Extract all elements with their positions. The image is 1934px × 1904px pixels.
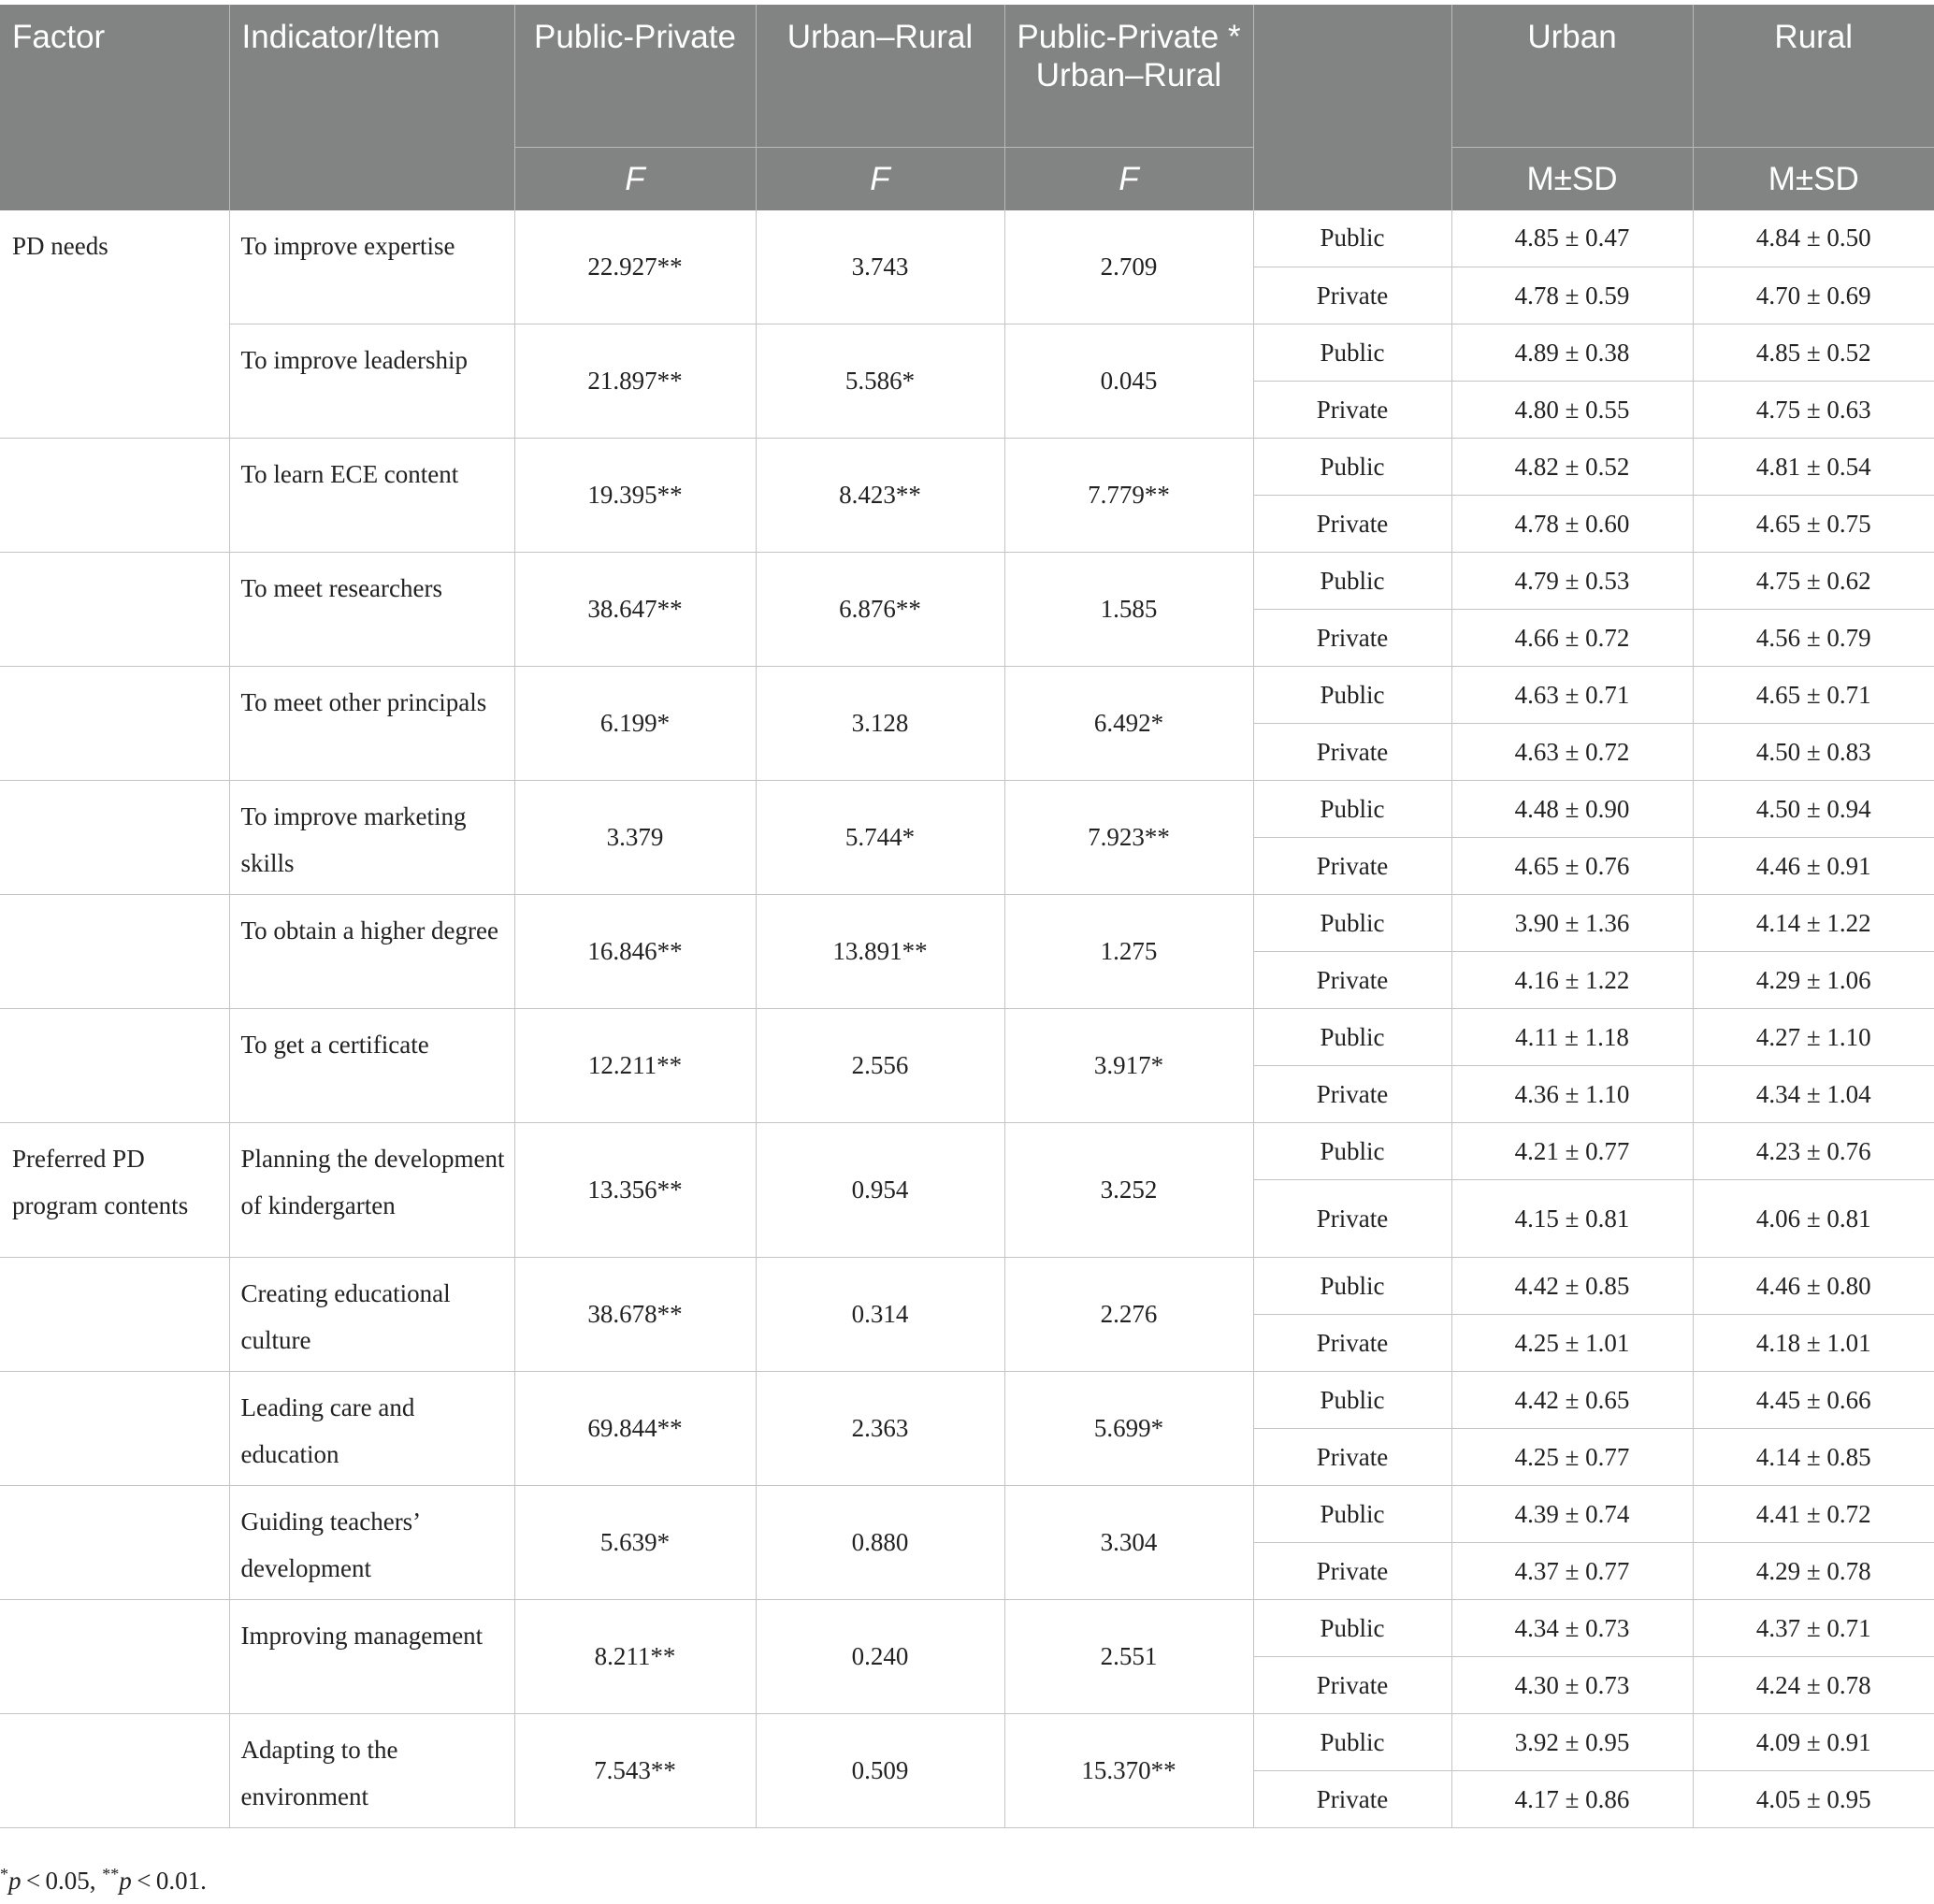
urban-msd-public: 4.11 ± 1.18 [1451, 1009, 1693, 1066]
rural-msd-private: 4.29 ± 0.78 [1693, 1543, 1934, 1600]
urban-msd-public: 4.21 ± 0.77 [1451, 1123, 1693, 1180]
rural-msd-public: 4.75 ± 0.62 [1693, 553, 1934, 610]
f-public-private-cell: 13.356** [514, 1123, 756, 1258]
footnote-text-2: < 0.01. [131, 1867, 207, 1895]
group-label-private: Private [1253, 382, 1451, 439]
rural-msd-public: 4.41 ± 0.72 [1693, 1486, 1934, 1543]
rural-msd-private: 4.65 ± 0.75 [1693, 496, 1934, 553]
factor-cell [0, 1009, 229, 1123]
urban-msd-private: 4.65 ± 0.76 [1451, 838, 1693, 895]
header-f-interaction: F [1004, 147, 1253, 210]
f-interaction-cell: 1.585 [1004, 553, 1253, 667]
header-urban: Urban [1451, 5, 1693, 147]
urban-msd-private: 4.63 ± 0.72 [1451, 724, 1693, 781]
header-msd-rural: M±SD [1693, 147, 1934, 210]
results-table [0, 5, 1934, 1828]
table-row [0, 1258, 1934, 1315]
urban-msd-public: 3.90 ± 1.36 [1451, 895, 1693, 952]
rural-msd-public: 4.84 ± 0.50 [1693, 210, 1934, 267]
f-interaction-cell: 3.917* [1004, 1009, 1253, 1123]
f-public-private-cell: 16.846** [514, 895, 756, 1009]
header-urban-rural: Urban–Rural [756, 5, 1004, 147]
table-row [0, 1372, 1934, 1429]
f-urban-rural-cell: 0.954 [756, 1123, 1004, 1258]
table-row [0, 1714, 1934, 1771]
f-urban-rural-cell: 8.423** [756, 439, 1004, 553]
urban-msd-private: 4.16 ± 1.22 [1451, 952, 1693, 1009]
rural-msd-private: 4.75 ± 0.63 [1693, 382, 1934, 439]
group-label-private: Private [1253, 724, 1451, 781]
urban-msd-public: 4.82 ± 0.52 [1451, 439, 1693, 496]
item-cell: To improve leadership [229, 325, 514, 439]
header-group-blank [1253, 5, 1451, 210]
factor-cell: Preferred PD program contents [0, 1123, 229, 1258]
group-label-private: Private [1253, 610, 1451, 667]
rural-msd-public: 4.65 ± 0.71 [1693, 667, 1934, 724]
factor-cell [0, 553, 229, 667]
f-public-private-cell: 7.543** [514, 1714, 756, 1828]
header-msd-urban: M±SD [1451, 147, 1693, 210]
rural-msd-public: 4.81 ± 0.54 [1693, 439, 1934, 496]
header-public-private: Public-Private [514, 5, 756, 147]
f-public-private-cell: 6.199* [514, 667, 756, 781]
factor-cell [0, 1600, 229, 1714]
urban-msd-private: 4.37 ± 0.77 [1451, 1543, 1693, 1600]
f-urban-rural-cell: 2.556 [756, 1009, 1004, 1123]
factor-cell [0, 781, 229, 895]
f-interaction-cell: 5.699* [1004, 1372, 1253, 1486]
group-label-private: Private [1253, 1315, 1451, 1372]
factor-cell [0, 667, 229, 781]
rural-msd-public: 4.37 ± 0.71 [1693, 1600, 1934, 1657]
rural-msd-private: 4.06 ± 0.81 [1693, 1180, 1934, 1258]
item-cell: Adapting to the environment [229, 1714, 514, 1828]
f-public-private-cell: 3.379 [514, 781, 756, 895]
rural-msd-public: 4.85 ± 0.52 [1693, 325, 1934, 382]
f-public-private-cell: 38.647** [514, 553, 756, 667]
f-interaction-cell: 3.252 [1004, 1123, 1253, 1258]
group-label-public: Public [1253, 1600, 1451, 1657]
f-public-private-cell: 38.678** [514, 1258, 756, 1372]
item-cell: Improving management [229, 1600, 514, 1714]
rural-msd-public: 4.50 ± 0.94 [1693, 781, 1934, 838]
header-f-urban-rural: F [756, 147, 1004, 210]
f-interaction-cell: 3.304 [1004, 1486, 1253, 1600]
footnote-p-2: p [119, 1867, 132, 1895]
group-label-public: Public [1253, 781, 1451, 838]
header-factor: Factor [0, 5, 229, 210]
group-label-private: Private [1253, 496, 1451, 553]
urban-msd-public: 4.85 ± 0.47 [1451, 210, 1693, 267]
factor-cell [0, 1258, 229, 1372]
urban-msd-public: 3.92 ± 0.95 [1451, 1714, 1693, 1771]
f-urban-rural-cell: 3.128 [756, 667, 1004, 781]
urban-msd-public: 4.39 ± 0.74 [1451, 1486, 1693, 1543]
group-label-public: Public [1253, 1123, 1451, 1180]
group-label-public: Public [1253, 325, 1451, 382]
rural-msd-private: 4.29 ± 1.06 [1693, 952, 1934, 1009]
urban-msd-private: 4.15 ± 0.81 [1451, 1180, 1693, 1258]
rural-msd-private: 4.50 ± 0.83 [1693, 724, 1934, 781]
rural-msd-public: 4.23 ± 0.76 [1693, 1123, 1934, 1180]
f-interaction-cell: 15.370** [1004, 1714, 1253, 1828]
footnote-star-1: * [0, 1865, 8, 1883]
group-label-public: Public [1253, 1372, 1451, 1429]
rural-msd-public: 4.46 ± 0.80 [1693, 1258, 1934, 1315]
table-row [0, 895, 1934, 952]
f-urban-rural-cell: 13.891** [756, 895, 1004, 1009]
table-row [0, 439, 1934, 496]
urban-msd-public: 4.48 ± 0.90 [1451, 781, 1693, 838]
rural-msd-public: 4.27 ± 1.10 [1693, 1009, 1934, 1066]
item-cell: To get a certificate [229, 1009, 514, 1123]
group-label-public: Public [1253, 1714, 1451, 1771]
item-cell: To improve marketing skills [229, 781, 514, 895]
table-row [0, 210, 1934, 267]
rural-msd-private: 4.05 ± 0.95 [1693, 1771, 1934, 1828]
footnote-star-2: ** [102, 1865, 120, 1883]
rural-msd-private: 4.56 ± 0.79 [1693, 610, 1934, 667]
rural-msd-public: 4.45 ± 0.66 [1693, 1372, 1934, 1429]
group-label-private: Private [1253, 838, 1451, 895]
group-label-private: Private [1253, 1429, 1451, 1486]
table-row [0, 1123, 1934, 1180]
f-urban-rural-cell: 0.880 [756, 1486, 1004, 1600]
f-public-private-cell: 69.844** [514, 1372, 756, 1486]
urban-msd-public: 4.79 ± 0.53 [1451, 553, 1693, 610]
group-label-public: Public [1253, 1009, 1451, 1066]
item-cell: Guiding teachers’ development [229, 1486, 514, 1600]
urban-msd-public: 4.34 ± 0.73 [1451, 1600, 1693, 1657]
factor-cell [0, 1714, 229, 1828]
group-label-public: Public [1253, 1486, 1451, 1543]
rural-msd-private: 4.24 ± 0.78 [1693, 1657, 1934, 1714]
item-cell: Leading care and education [229, 1372, 514, 1486]
group-label-private: Private [1253, 1066, 1451, 1123]
rural-msd-private: 4.46 ± 0.91 [1693, 838, 1934, 895]
factor-cell [0, 895, 229, 1009]
rural-msd-private: 4.18 ± 1.01 [1693, 1315, 1934, 1372]
f-interaction-cell: 0.045 [1004, 325, 1253, 439]
f-urban-rural-cell: 5.586* [756, 325, 1004, 439]
f-interaction-cell: 7.779** [1004, 439, 1253, 553]
rural-msd-private: 4.70 ± 0.69 [1693, 267, 1934, 325]
header-interaction: Public-Private * Urban–Rural [1004, 5, 1253, 147]
f-urban-rural-cell: 6.876** [756, 553, 1004, 667]
urban-msd-public: 4.63 ± 0.71 [1451, 667, 1693, 724]
group-label-public: Public [1253, 553, 1451, 610]
rural-msd-private: 4.14 ± 0.85 [1693, 1429, 1934, 1486]
table-row [0, 667, 1934, 724]
rural-msd-private: 4.34 ± 1.04 [1693, 1066, 1934, 1123]
group-label-private: Private [1253, 952, 1451, 1009]
f-public-private-cell: 19.395** [514, 439, 756, 553]
urban-msd-private: 4.66 ± 0.72 [1451, 610, 1693, 667]
urban-msd-private: 4.80 ± 0.55 [1451, 382, 1693, 439]
f-interaction-cell: 2.709 [1004, 210, 1253, 325]
table-body [0, 210, 1934, 1828]
footnote-text-1: < 0.05, [21, 1867, 103, 1895]
table-row [0, 781, 1934, 838]
group-label-public: Public [1253, 895, 1451, 952]
factor-cell: PD needs [0, 210, 229, 439]
footnote [0, 1867, 207, 1896]
urban-msd-public: 4.42 ± 0.85 [1451, 1258, 1693, 1315]
rural-msd-public: 4.09 ± 0.91 [1693, 1714, 1934, 1771]
group-label-private: Private [1253, 1657, 1451, 1714]
urban-msd-private: 4.25 ± 0.77 [1451, 1429, 1693, 1486]
table-header [0, 5, 1934, 210]
item-cell: To meet other principals [229, 667, 514, 781]
f-urban-rural-cell: 0.509 [756, 1714, 1004, 1828]
urban-msd-public: 4.42 ± 0.65 [1451, 1372, 1693, 1429]
f-interaction-cell: 6.492* [1004, 667, 1253, 781]
f-public-private-cell: 12.211** [514, 1009, 756, 1123]
f-public-private-cell: 22.927** [514, 210, 756, 325]
urban-msd-private: 4.17 ± 0.86 [1451, 1771, 1693, 1828]
item-cell: To improve expertise [229, 210, 514, 325]
f-urban-rural-cell: 0.240 [756, 1600, 1004, 1714]
f-interaction-cell: 2.276 [1004, 1258, 1253, 1372]
item-cell: To learn ECE content [229, 439, 514, 553]
factor-cell [0, 439, 229, 553]
header-f-public-private: F [514, 147, 756, 210]
group-label-private: Private [1253, 267, 1451, 325]
f-public-private-cell: 8.211** [514, 1600, 756, 1714]
f-public-private-cell: 21.897** [514, 325, 756, 439]
urban-msd-private: 4.78 ± 0.59 [1451, 267, 1693, 325]
f-interaction-cell: 7.923** [1004, 781, 1253, 895]
header-rural: Rural [1693, 5, 1934, 147]
group-label-public: Public [1253, 439, 1451, 496]
group-label-private: Private [1253, 1180, 1451, 1258]
f-interaction-cell: 2.551 [1004, 1600, 1253, 1714]
table-row [0, 1600, 1934, 1657]
group-label-private: Private [1253, 1543, 1451, 1600]
group-label-public: Public [1253, 1258, 1451, 1315]
footnote-p-1: p [8, 1867, 22, 1895]
f-urban-rural-cell: 0.314 [756, 1258, 1004, 1372]
urban-msd-private: 4.30 ± 0.73 [1451, 1657, 1693, 1714]
urban-msd-private: 4.25 ± 1.01 [1451, 1315, 1693, 1372]
f-urban-rural-cell: 5.744* [756, 781, 1004, 895]
urban-msd-public: 4.89 ± 0.38 [1451, 325, 1693, 382]
table-row [0, 325, 1934, 382]
factor-cell [0, 1486, 229, 1600]
item-cell: Planning the development of kindergarten [229, 1123, 514, 1258]
rural-msd-public: 4.14 ± 1.22 [1693, 895, 1934, 952]
f-urban-rural-cell: 3.743 [756, 210, 1004, 325]
table-row [0, 553, 1934, 610]
factor-cell [0, 1372, 229, 1486]
f-public-private-cell: 5.639* [514, 1486, 756, 1600]
header-indicator: Indicator/Item [229, 5, 514, 210]
urban-msd-private: 4.36 ± 1.10 [1451, 1066, 1693, 1123]
group-label-public: Public [1253, 210, 1451, 267]
item-cell: Creating educational culture [229, 1258, 514, 1372]
group-label-private: Private [1253, 1771, 1451, 1828]
f-urban-rural-cell: 2.363 [756, 1372, 1004, 1486]
table-row [0, 1486, 1934, 1543]
item-cell: To obtain a higher degree [229, 895, 514, 1009]
group-label-public: Public [1253, 667, 1451, 724]
urban-msd-private: 4.78 ± 0.60 [1451, 496, 1693, 553]
item-cell: To meet researchers [229, 553, 514, 667]
table-row [0, 1009, 1934, 1066]
f-interaction-cell: 1.275 [1004, 895, 1253, 1009]
